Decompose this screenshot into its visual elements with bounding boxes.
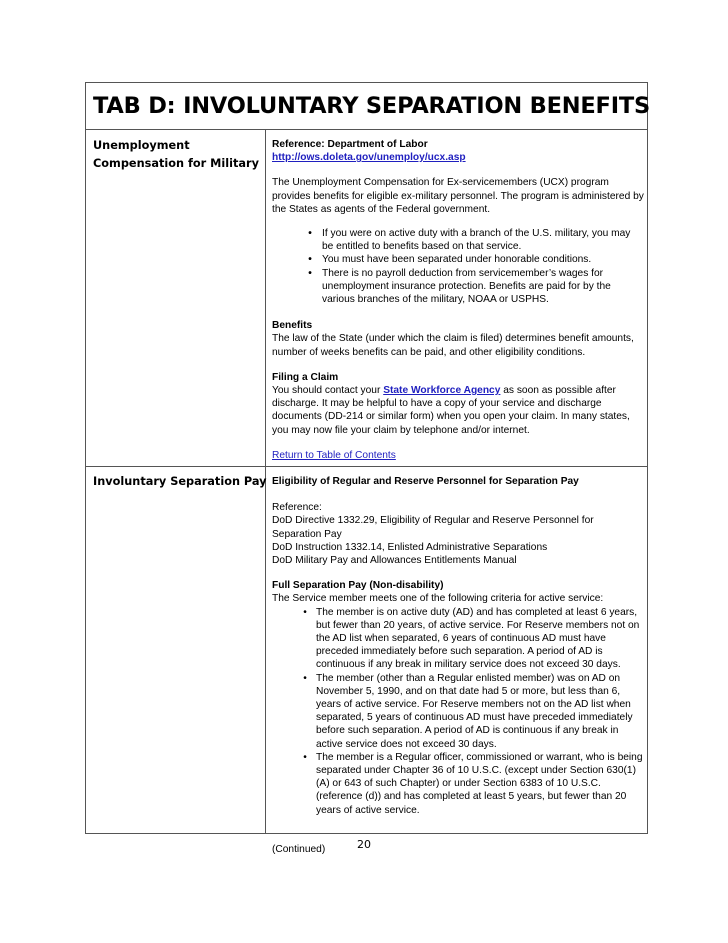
continued-note: (Continued) [272,843,326,855]
list-item: • The member is a Regular officer, commissioned or warrant, who is being separated under Chapter 36 of 10 U.S.C. (except under Section 630(1)(A) or 643 of such Chapter) or under Section 6383 of 10 U.S.C. (reference (d)) and has completed at least 5 years, but fewer than 20 years of active service. [294,751,644,817]
bullet-icon: • [303,751,307,763]
list-item: • If you were on active duty with a branch of the U.S. military, you may be entitled to benefits based on that service. [298,227,644,253]
title-row [86,83,651,130]
return-to-toc-link[interactable]: Return to Table of Contents [272,449,396,461]
separation-pay-heading: Eligibility of Regular and Reserve Personnel for Separation Pay [272,476,579,487]
benefits-text: The law of the State (under which the claim is filed) determines benefit amounts, number of weeks benefits can be paid, and other eligibility conditions. [272,333,634,358]
list-item: • You must have been separated under honorable conditions. [298,253,644,266]
row-label-line2: Compensation for Military [93,157,259,170]
bullet-icon: • [303,606,307,618]
reference-item: DoD Military Pay and Allowances Entitlements Manual [272,555,517,567]
filing-heading: Filing a Claim [272,371,339,383]
unemployment-content [272,138,644,462]
row-label-line1: Unemployment [93,139,190,152]
list-item: • There is no payroll deduction from servicemember’s wages for unemployment insurance protection. Benefits are paid for by the various branches of the military, NOAA or USPHS. [298,267,644,307]
list-item: • The member (other than a Regular enlisted member) was on AD on November 5, 1990, and on that date had 5 or more, but less than 6, years of active service. For Reserve members not on the AD list when separated, 5 years of continuous AD must have preceded immediately before such separation. A period of AD is continuous if any break in active service does not exceed 30 days. [294,672,644,751]
full-separation-heading: Full Separation Pay (Non-disability) [272,580,444,592]
ucx-url-link[interactable]: http://ows.doleta.gov/unemploy/ucx.asp [272,152,466,164]
reference-item: DoD Directive 1332.29, Eligibility of Regular and Reserve Personnel for Separation Pay [272,515,594,540]
benefits-heading: Benefits [272,320,313,332]
page-title: TAB D: INVOLUNTARY SEPARATION BENEFITS [93,93,651,119]
filing-text: You should contact your State Workforce Agency as soon as possible after discharge. It may be helpful to have a copy of your service and discharge documents (DD-214 or similar form) when you open your claim. In many states, you may now file your claim by telephone and/or internet. [272,385,630,436]
full-separation-intro: The Service member meets one of the following criteria for active service: [272,593,604,605]
bullet-icon: • [308,228,312,240]
ucx-bullet-list [298,227,644,306]
page-number: 20 [357,838,371,851]
separation-pay-content [272,475,644,856]
reference-label: Reference: Department of Labor [272,139,428,150]
bullet-icon: • [303,672,307,684]
row-label-involuntary-separation-pay: Involuntary Separation Pay [93,475,267,488]
bullet-icon: • [308,254,312,266]
row-label-unemployment [93,137,259,173]
state-workforce-agency-link[interactable]: State Workforce Agency [383,385,501,397]
bullet-icon: • [308,267,312,279]
list-item: • The member is on active duty (AD) and has completed at least 6 years, but fewer than 20 years, of active service. For Reserve members not on the AD list when separated, 6 years of continuous AD must have preceded immediately before such separation. A period of AD is continuous if any break in military service does not exceed 30 days. [294,606,644,672]
reference-label: Reference: [272,502,322,514]
row-divider [86,466,647,467]
criteria-list [294,606,644,817]
ucx-intro: The Unemployment Compensation for Ex-servicemembers (UCX) program provides benefits for eligible ex-military personnel. The program is administered by the States as agents of the Federal government. [272,177,644,215]
reference-item: DoD Instruction 1332.14, Enlisted Administrative Separations [272,541,548,553]
benefits-table [85,82,651,855]
